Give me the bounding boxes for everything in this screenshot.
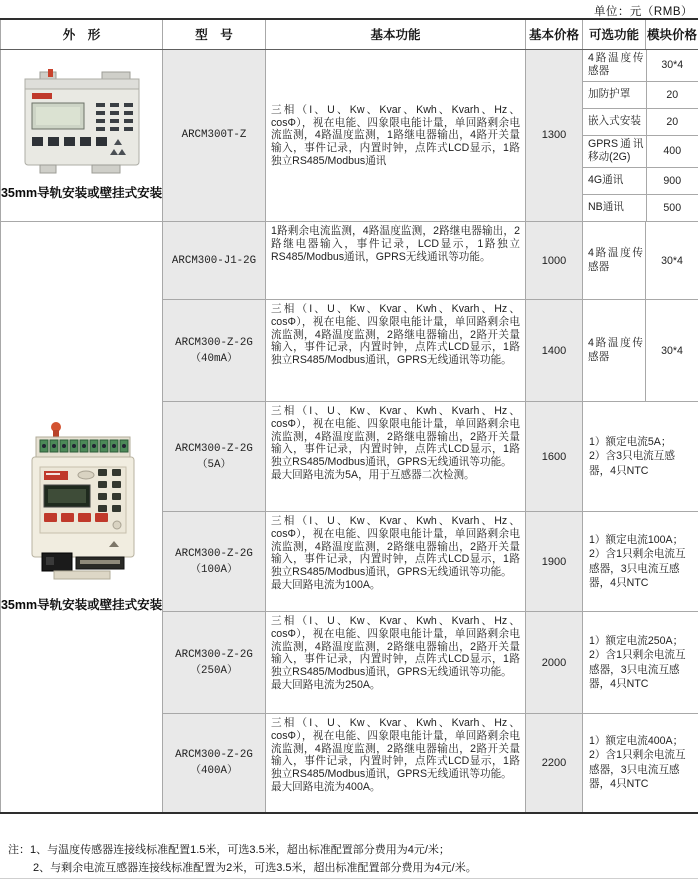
device-photo-din-meter: [18, 69, 146, 177]
base-price-cell: 1600: [526, 402, 583, 512]
appearance-cell-2: [1, 222, 163, 813]
function-cell: 三相（I、U、Kw、Kvar、Kwh、Kvarh、Hz、cosΦ），视在电能、四象限电能计量，单回路剩余电流监测，4路温度监测，2路继电器输出，2路开关量输入，事件记录，内置时钟，点阵式LCD显示，1路独立RS485/Modbus通讯，GPRS无线通讯等功能。 最大回路电流为100A。: [266, 512, 526, 612]
price-table: [0, 18, 698, 814]
header-basic-function: 基本功能: [266, 19, 526, 49]
max-current-note: 最大回路电流为100A。: [271, 578, 381, 591]
option-name: NB通讯: [583, 194, 646, 221]
table-row: [1, 49, 698, 222]
option-config-cell: 1）额定电流100A； 2）含1只剩余电流互感器，3只电流互感器，4只NTC: [583, 512, 698, 612]
model-cell: ARCM300-Z-2G （5A）: [163, 402, 266, 512]
option-row: [583, 135, 698, 167]
base-price-cell: 1000: [526, 222, 583, 300]
option-row: [583, 108, 698, 135]
option-name: 4G通讯: [583, 167, 646, 194]
max-current-note: 最大回路电流为250A。: [271, 678, 381, 691]
option-name: 嵌入式安装: [583, 108, 646, 135]
model-cell: ARCM300-Z-2G （100A）: [163, 512, 266, 612]
header-base-price: 基本价格: [526, 19, 583, 49]
header-model: 型 号: [163, 19, 266, 49]
option-name: 加防护罩: [583, 81, 646, 108]
option-row: [583, 81, 698, 108]
function-cell: 三相（I、U、Kw、Kvar、Kwh、Kvarh、Hz、cosΦ），视在电能、四象限电能计量，单回路剩余电流监测，4路温度监测，1路继电器输出，4路开关量输入，事件记录，内置时钟，点阵式LCD显示，1路独立RS485/Modbus通讯: [266, 49, 526, 222]
mounting-caption: 35mm导轨安装或壁挂式安装: [0, 186, 163, 201]
header-optional-function: 可选功能: [583, 19, 646, 49]
model-cell: ARCM300T-Z: [163, 49, 266, 222]
function-cell: 三相（I、U、Kw、Kvar、Kwh、Kvarh、Hz、cosΦ），视在电能、四象限电能计量，单回路剩余电流监测，4路温度监测，2路继电器输出，2路开关量输入，事件记录，内置时钟，点阵式LCD显示，1路独立RS485/Modbus通讯，GPRS无线通讯等功能。 最大回路电流为250A。: [266, 612, 526, 714]
option-price: 20: [646, 108, 698, 135]
option-row: [583, 167, 698, 194]
options-subtable: [583, 50, 698, 222]
option-price: 30*4: [646, 50, 698, 82]
max-current-note: 最大回路电流为400A。: [271, 780, 381, 793]
unit-label: 单位：元（RMB）: [593, 6, 693, 18]
base-price-cell: 1900: [526, 512, 583, 612]
function-cell: 三相（I、U、Kw、Kvar、Kwh、Kvarh、Hz、cosΦ），视在电能、四象限电能计量，单回路剩余电流监测，4路温度监测，2路继电器输出，2路开关量输入，事件记录，内置时钟，点阵式LCD显示，1路独立RS485/Modbus通讯，GPRS无线通讯等功能。: [266, 300, 526, 402]
model-cell: ARCM300-J1-2G: [163, 222, 266, 300]
max-current-note: 最大回路电流为5A，用于互感器二次检测。: [271, 468, 475, 481]
option-name: 4路温度传感器: [583, 50, 646, 82]
header-appearance: 外 形: [1, 19, 163, 49]
option-name: 4路温度传感器: [583, 222, 646, 300]
options-cell: [583, 49, 698, 222]
base-price-cell: 1400: [526, 300, 583, 402]
table-row: [1, 222, 698, 300]
header-module-price: 模块价格: [646, 19, 698, 49]
option-price: 30*4: [646, 300, 698, 402]
option-price: 20: [646, 81, 698, 108]
device-photo-din-meter-antenna: [24, 421, 140, 589]
option-config-cell: 1）额定电流400A； 2）含1只剩余电流互感器，3只电流互感器，4只NTC: [583, 714, 698, 813]
option-price: 30*4: [646, 222, 698, 300]
option-row: [583, 50, 698, 82]
footnote-2: 2、与剩余电流互感器连接线标准配置为2米，可选3.5米，超出标准配置部分费用为4元/米。: [33, 862, 477, 874]
appearance-cell-1: [1, 49, 163, 222]
option-price: 900: [646, 167, 698, 194]
footnote-1: 注：1、与温度传感器连接线标准配置1.5米，可选3.5米，超出标准配置部分费用为4元/米；: [8, 844, 450, 856]
footnotes: [8, 841, 477, 877]
function-cell: 三相（I、U、Kw、Kvar、Kwh、Kvarh、Hz、cosΦ），视在电能、四象限电能计量，单回路剩余电流监测，4路温度监测，2路继电器输出，2路开关量输入，事件记录，内置时钟，点阵式LCD显示，1路独立RS485/Modbus通讯，GPRS无线通讯等功能。 最大回路电流为400A。: [266, 714, 526, 813]
option-config-cell: 1）额定电流5A； 2）含3只电流互感器，4只NTC: [583, 402, 698, 512]
mounting-caption: 35mm导轨安装或壁挂式安装: [0, 597, 163, 612]
base-price-cell: 1300: [526, 49, 583, 222]
base-price-cell: 2000: [526, 612, 583, 714]
option-name: GPRS通讯移动(2G): [583, 135, 646, 167]
model-cell: ARCM300-Z-2G （40mA）: [163, 300, 266, 402]
model-cell: ARCM300-Z-2G （400A）: [163, 714, 266, 813]
option-config-cell: 1）额定电流250A； 2）含1只剩余电流互感器，3只电流互感器，4只NTC: [583, 612, 698, 714]
device-photo-block: [1, 421, 162, 613]
option-price: 400: [646, 135, 698, 167]
option-price: 500: [646, 194, 698, 221]
function-cell: 三相（I、U、Kw、Kvar、Kwh、Kvarh、Hz、cosΦ），视在电能、四象限电能计量，单回路剩余电流监测，4路温度监测，2路继电器输出，2路开关量输入，事件记录，内置时钟，点阵式LCD显示，1路独立RS485/Modbus通讯，GPRS无线通讯等功能。 最大回路电流为5A，用于互感器二次检测。: [266, 402, 526, 512]
bottom-divider: [0, 878, 698, 879]
function-cell: 1路剩余电流监测，4路温度监测，2路继电器输出，2路继电器输入，事件记录，LCD显示，1路独立RS485/Modbus通讯，GPRS无线通讯等功能。: [266, 222, 526, 300]
device-photo-block: [1, 69, 162, 201]
header-row: [1, 19, 698, 49]
option-row: [583, 194, 698, 221]
model-cell: ARCM300-Z-2G （250A）: [163, 612, 266, 714]
base-price-cell: 2200: [526, 714, 583, 813]
option-name: 4路温度传感器: [583, 300, 646, 402]
